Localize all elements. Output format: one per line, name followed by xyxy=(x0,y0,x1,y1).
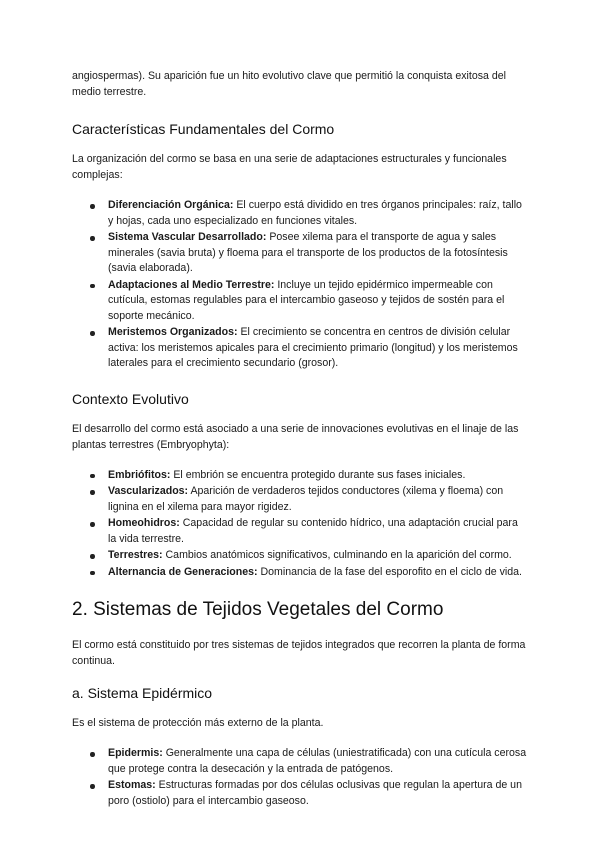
list-item: Sistema Vascular Desarrollado: Posee xilema para el transporte de agua y sales minerales (savia bruta) y floema para el transporte de los productos de la fotosíntesis (savia elaborada). xyxy=(108,230,528,277)
heading-sistemas-tejidos: 2. Sistemas de Tejidos Vegetales del Cormo xyxy=(72,599,444,620)
caracteristicas-list xyxy=(72,198,528,372)
list-item: Homeohidros: Capacidad de regular su contenido hídrico, una adaptación crucial para la vida terrestre. xyxy=(108,516,528,547)
heading-contexto-evolutivo: Contexto Evolutivo xyxy=(72,390,189,407)
heading-caracteristicas: Características Fundamentales del Cormo xyxy=(72,121,335,137)
list-item: Alternancia de Generaciones: Dominancia de la fase del esporofito en el ciclo de vida. xyxy=(108,565,528,581)
sistemas-intro-paragraph: El cormo está constituido por tres sistemas de tejidos integrados que recorren la planta de forma continua. xyxy=(72,639,526,667)
contexto-list xyxy=(72,468,528,581)
list-item: Embriófitos: El embrión se encuentra protegido durante sus fases iniciales. xyxy=(108,468,528,484)
epidermico-intro-paragraph: Es el sistema de protección más externo de la planta. xyxy=(72,717,324,729)
list-item: Adaptaciones al Medio Terrestre: Incluye un tejido epidérmico impermeable con cutícula, estomas regulables para el intercambio gaseoso y tejidos de sostén para el soporte mecánico. xyxy=(108,278,528,325)
list-item: Diferenciación Orgánica: El cuerpo está dividido en tres órganos principales: raíz, tallo y hojas, cada uno especializado en funciones vitales. xyxy=(108,198,528,229)
heading-sistema-epidermico: a. Sistema Epidérmico xyxy=(72,685,213,701)
epidermico-list xyxy=(72,746,528,809)
list-item: Terrestres: Cambios anatómicos significativos, culminando en la aparición del cormo. xyxy=(108,548,528,564)
list-item: Estomas: Estructuras formadas por dos células oclusivas que regulan la apertura de un poro (ostiolo) para el intercambio gaseoso. xyxy=(108,778,528,809)
contexto-intro-paragraph: El desarrollo del cormo está asociado a una serie de innovaciones evolutivas en el linaje de las plantas terrestres (Embryophyta): xyxy=(72,422,519,451)
list-item: Epidermis: Generalmente una capa de células (uniestratificada) con una cutícula cerosa que protege contra la desecación y la entrada de patógenos. xyxy=(108,746,528,777)
intro-continuation-paragraph: angiospermas). Su aparición fue un hito evolutivo clave que permitió la conquista exitosa del medio terrestre. xyxy=(72,70,507,98)
list-item: Meristemos Organizados: El crecimiento se concentra en centros de división celular activa: los meristemos apicales para el crecimiento primario (longitud) y los meristemos laterales para el crecimiento secundario (grosor). xyxy=(108,325,528,372)
list-item: Vascularizados: Aparición de verdaderos tejidos conductores (xilema y floema) con lignina en el xilema para mayor rigidez. xyxy=(108,484,528,515)
caracteristicas-intro-paragraph: La organización del cormo se basa en una serie de adaptaciones estructurales y funcionales complejas: xyxy=(72,153,507,181)
